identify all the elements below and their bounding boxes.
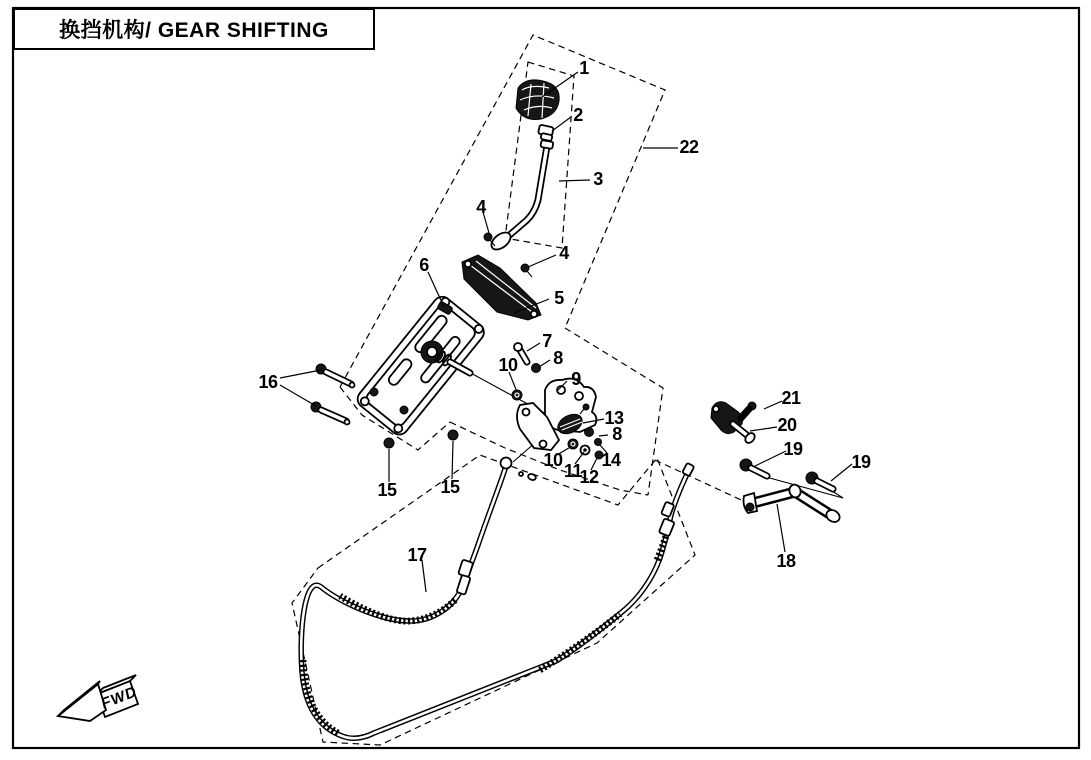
leader-line-19 [831,464,852,481]
lock-nut-part2 [538,125,554,142]
callout-14: 14 [601,450,621,470]
callout-15: 15 [377,480,397,500]
nut-part14 [595,439,602,446]
nut-part15-b [448,430,458,440]
leader-line-2 [552,117,571,131]
callout-20: 20 [777,415,797,435]
callout-1: 1 [579,58,589,78]
callout-6: 6 [419,255,429,275]
leader-line-8 [539,360,550,367]
callout-10: 10 [543,450,563,470]
callout-18: 18 [776,551,796,571]
leader-line-3 [559,180,590,181]
callout-3: 3 [593,169,603,189]
page-border [13,8,1079,748]
leader-line-10 [509,372,517,392]
leader-line-20 [750,427,777,431]
callout-15: 15 [440,477,460,497]
fwd-arrow [58,675,139,721]
callout-7: 7 [542,331,552,351]
shift-gate-plate-part5 [462,255,541,320]
callout-4: 4 [559,243,569,263]
callout-16: 16 [258,372,278,392]
leader-line-21 [764,401,782,409]
leader-line-19 [755,451,786,466]
callout-10: 10 [498,355,518,375]
nut-part15-a [384,438,394,448]
callout-13: 13 [604,408,624,428]
bolt-part21 [741,402,756,418]
callout-4: 4 [476,197,486,217]
callout-5: 5 [554,288,564,308]
leader-line-7 [527,343,540,351]
callout-2: 2 [573,105,583,125]
callout-17: 17 [407,545,427,565]
leader-line-16 [280,370,321,378]
callout-9: 9 [571,369,581,389]
bolt-part19-b [806,472,833,489]
leader-line-4 [528,255,556,267]
washer-part11 [581,446,590,455]
callout-19: 19 [783,439,803,459]
leader-line-18 [777,504,785,552]
callout-19: 19 [851,452,871,472]
callout-8: 8 [553,348,563,368]
leader-line-8 [599,435,608,436]
fwd-label: FWD [100,682,139,713]
leader-line-16 [280,385,316,406]
shift-cable-part17 [301,458,694,739]
leader-line-15 [452,441,453,479]
callouts [258,58,871,592]
shift-lever-rod-part3 [488,140,553,253]
page-title-text: 换挡机构/ GEAR SHIFTING [59,19,329,42]
page-title [13,8,375,50]
sub-assembly-outline-linkage [450,328,752,505]
callout-11: 11 [563,461,583,481]
callout-21: 21 [781,388,801,408]
callout-12: 12 [579,467,599,487]
callout-22: 22 [679,137,699,157]
callout-8: 8 [612,424,622,444]
bolt-part16-a [316,364,355,388]
nut-part8-a [532,364,541,373]
bolt-part16-b [311,402,350,425]
shift-knob-part1 [516,80,559,120]
